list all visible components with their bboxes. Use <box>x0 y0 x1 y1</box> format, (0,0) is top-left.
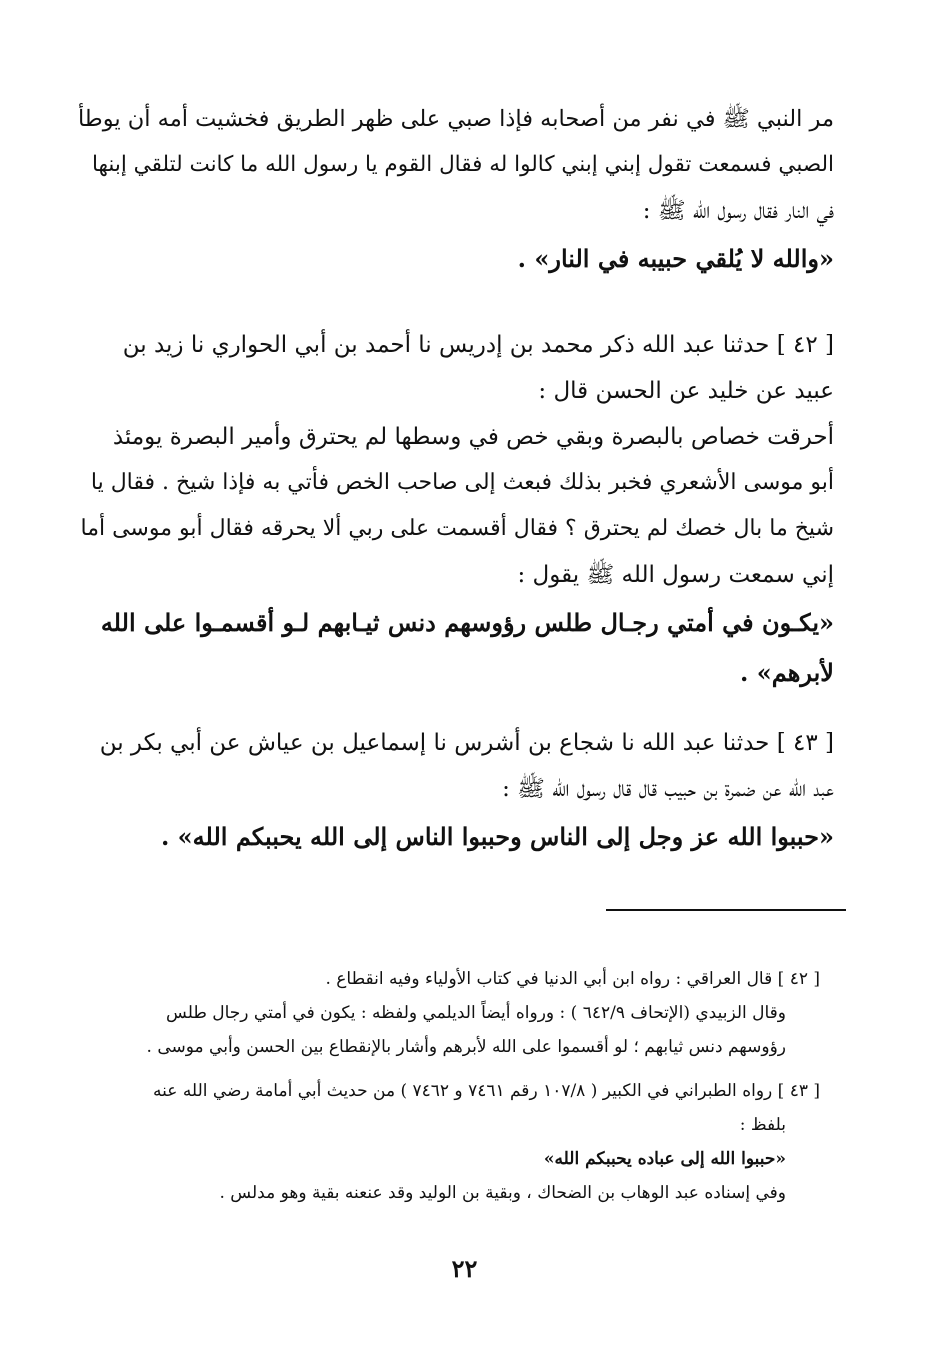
text-line: عبيد عن خليد عن الحسن قال : <box>538 378 834 404</box>
hadith-42-chain: [ ٤٢ ] حدثنا عبد الله ذكر محمد بن إدريس نا أحمد بن أبي الحواري نا زيد بن <box>122 332 834 358</box>
spacer <box>78 698 834 720</box>
text-line: إني سمعت رسول الله ﷺ يقول : <box>517 562 834 588</box>
footnote-42: [ ٤٢ ] قال العراقي : رواه ابن أبي الدنيا في كتاب الأولياء وفيه انقطاع . <box>325 969 820 989</box>
text-line: مر النبي ﷺ في نفر من أصحابه فإذا صبي على ظهر الطريق فخشيت أمه أن يوطأ <box>77 106 834 132</box>
footnote-line: رؤوسهم دنس ثيابهم ؛ لو أقسموا على الله لأبرهم وأشار بالإنقطاع بين الحسن وأبي موسى . <box>146 1037 786 1057</box>
spacer <box>78 284 834 322</box>
footnote-43: [ ٤٣ ] رواه الطبراني في الكبير ( ١٠٧/٨ رقم ٧٤٦١ و ٧٤٦٢ ) من حديث أبي أمامة رضي الله عنه <box>153 1081 820 1101</box>
spacer <box>76 1064 820 1074</box>
text-line: شيخ ما بال خصك لم يحترق ؟ فقال أقسمت على ربي ألا يحرقه فقال أبو موسى أما <box>80 516 834 541</box>
text-line: أحرقت خصاص بالبصرة وبقي خص في وسطها لم يحترق وأمير البصرة يومئذ <box>112 424 834 450</box>
footnote-quote: «حببوا الله إلى عباده يحببكم الله» <box>543 1149 786 1169</box>
footnote-line: وقال الزبيدي (الإتحاف ٦٤٢/٩ ) : ورواه أيضاً الديلمي ولفظه : يكون في أمتي رجال طلس <box>166 1003 786 1023</box>
page-number: ٢٢ <box>451 1254 478 1283</box>
hadith-quote: لأبرهم» . <box>740 658 834 687</box>
hadith-quote: «والله لا يُلقي حبيبه في النار» . <box>517 244 834 273</box>
hadith-43-chain: [ ٤٣ ] حدثنا عبد الله نا شجاع بن أشرس نا إسماعيل بن عياش عن أبي بكر بن <box>99 730 834 756</box>
footnote-line: بلفظ : <box>739 1115 786 1135</box>
footnotes <box>76 962 820 1210</box>
footnote-divider <box>606 909 846 911</box>
main-text <box>78 96 834 862</box>
text-line: الصبي فسمعت تقول إبني إبني كالوا له فقال القوم يا رسول الله ما كانت لتلقي إبنها <box>91 152 834 177</box>
hadith-quote: «يكـون في أمتي رجـال طلس رؤوسهم دنس ثيـابهم لـو أقسمـوا على الله <box>100 608 834 637</box>
footnote-line: وفي إسناده عبد الوهاب بن الضحاك ، وبقية بن الوليد وقد عنعنه بقية وهو مدلس . <box>219 1183 786 1203</box>
text-line: في النار فقال رسول الله ﷺ : <box>642 198 834 224</box>
text-line: عبد الله عن ضمرة بن حبيب قال قال رسول الله ﷺ : <box>502 776 834 802</box>
hadith-quote: «حببوا الله عز وجل إلى الناس وحببوا الناس إلى الله يحببكم الله» . <box>160 822 834 851</box>
text-line: أبو موسى الأشعري فخبر بذلك فبعث إلى صاحب الخص فأتي به فإذا شيخ . فقال يا <box>90 470 834 495</box>
